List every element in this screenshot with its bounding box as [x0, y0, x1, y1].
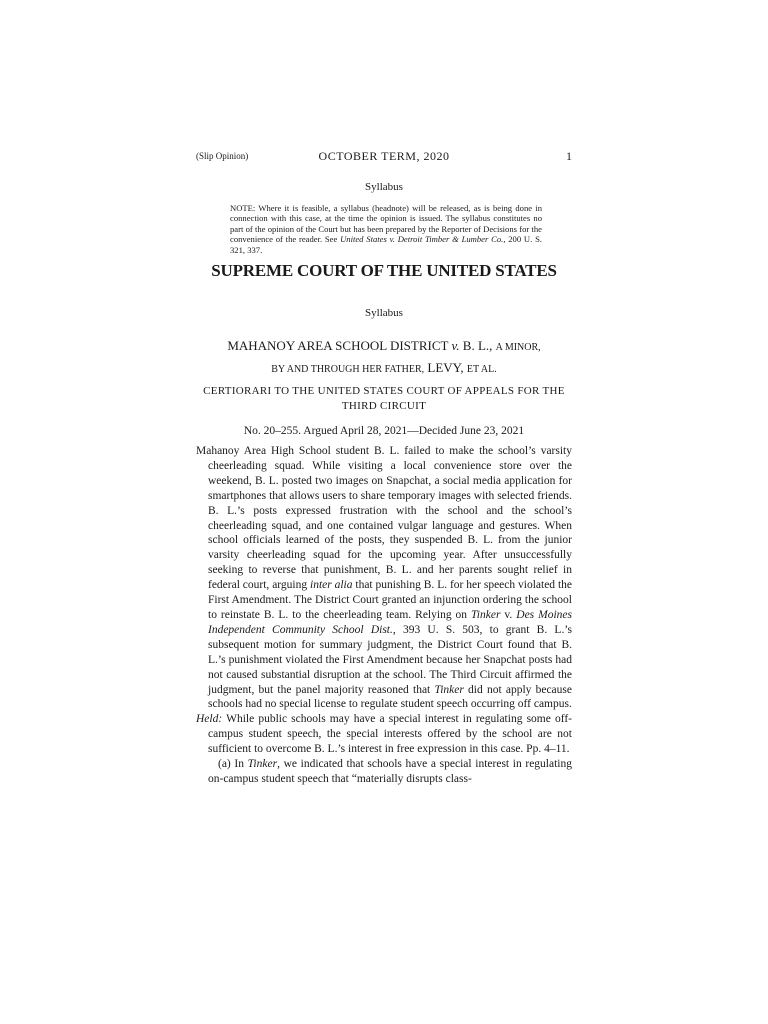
court-name: SUPREME COURT OF THE UNITED STATES: [211, 261, 557, 280]
certiorari-line: CERTIORARI TO THE UNITED STATES COURT OF APPEALS FOR THE THIRD CIRCUIT: [203, 385, 565, 412]
syllabus-heading-2: Syllabus: [365, 307, 403, 319]
syllabus-body: [196, 444, 572, 787]
syllabus-heading: Syllabus: [365, 181, 403, 193]
note-citation-tail: , 200 U. S. 321, 337.: [230, 234, 542, 255]
note-text: NOTE: Where it is feasible, a syllabus (headnote) will be released, as is being done in connection with this case, at the time the opinion is issued. The syllabus constitutes no part of the opinion of the Court but has been prepared by the Reporter of Decisions for the convenience of the reader. See: [230, 203, 542, 245]
caption-line-2: BY AND THROUGH HER FATHER, LEVY, ET AL.: [271, 360, 497, 375]
held-paragraph: Held: While public schools may have a special interest in regulating some off-campus student speech, the special interests offered by the school are not sufficient to overcome B. L.’s interest in free expression in this case. Pp. 4–11.: [196, 713, 572, 756]
subsection-a-paragraph: (a) In Tinker, we indicated that schools have a special interest in regulating on-campus student speech that “materially disrupts class-: [208, 758, 572, 785]
held-label: Held:: [196, 713, 223, 726]
note-citation: United States v. Detroit Timber & Lumber Co.: [340, 234, 504, 245]
caption-line-1: MAHANOY AREA SCHOOL DISTRICT v. B. L., A MINOR,: [227, 338, 541, 353]
term-label: OCTOBER TERM, 2020: [318, 149, 450, 163]
slip-opinion-label: (Slip Opinion): [196, 151, 249, 161]
page-header: [196, 149, 572, 165]
reporter-note: [230, 203, 542, 255]
docket-line: No. 20–255. Argued April 28, 2021—Decided June 23, 2021: [243, 425, 525, 437]
page-number: 1: [566, 149, 572, 163]
facts-paragraph: Mahanoy Area High School student B. L. failed to make the school’s varsity cheerleading squad. While visiting a local convenience store over the weekend, B. L. posted two images on Snapchat, a social media application for smartphones that allows users to share temporary images with selected friends. B. L.’s posts expressed frustration with the school and the school’s cheerleading squad, and one contained vulgar language and gestures. When school officials learned of the posts, they suspended B. L. from the junior varsity cheerleading squad for the upcoming year. After unsuccessfully seeking to reverse that punishment, B. L. and her parents sought relief in federal court, arguing inter alia that punishing B. L. for her speech violated the First Amendment. The District Court granted an injunction ordering the school to reinstate B. L. to the cheerleading team. Relying on Tinker v. Des Moines Independent Community School Dist., 393 U. S. 503, to grant B. L.’s subsequent motion for summary judgment, the District Court found that B. L.’s punishment violated the First Amendment because her Snapchat posts had not caused substantial disruption at the school. The Third Circuit affirmed the judgment, but the panel majority reasoned that Tinker did not apply because schools had no special license to regulate student speech occurring off campus.: [196, 445, 572, 711]
case-caption: [196, 336, 572, 380]
